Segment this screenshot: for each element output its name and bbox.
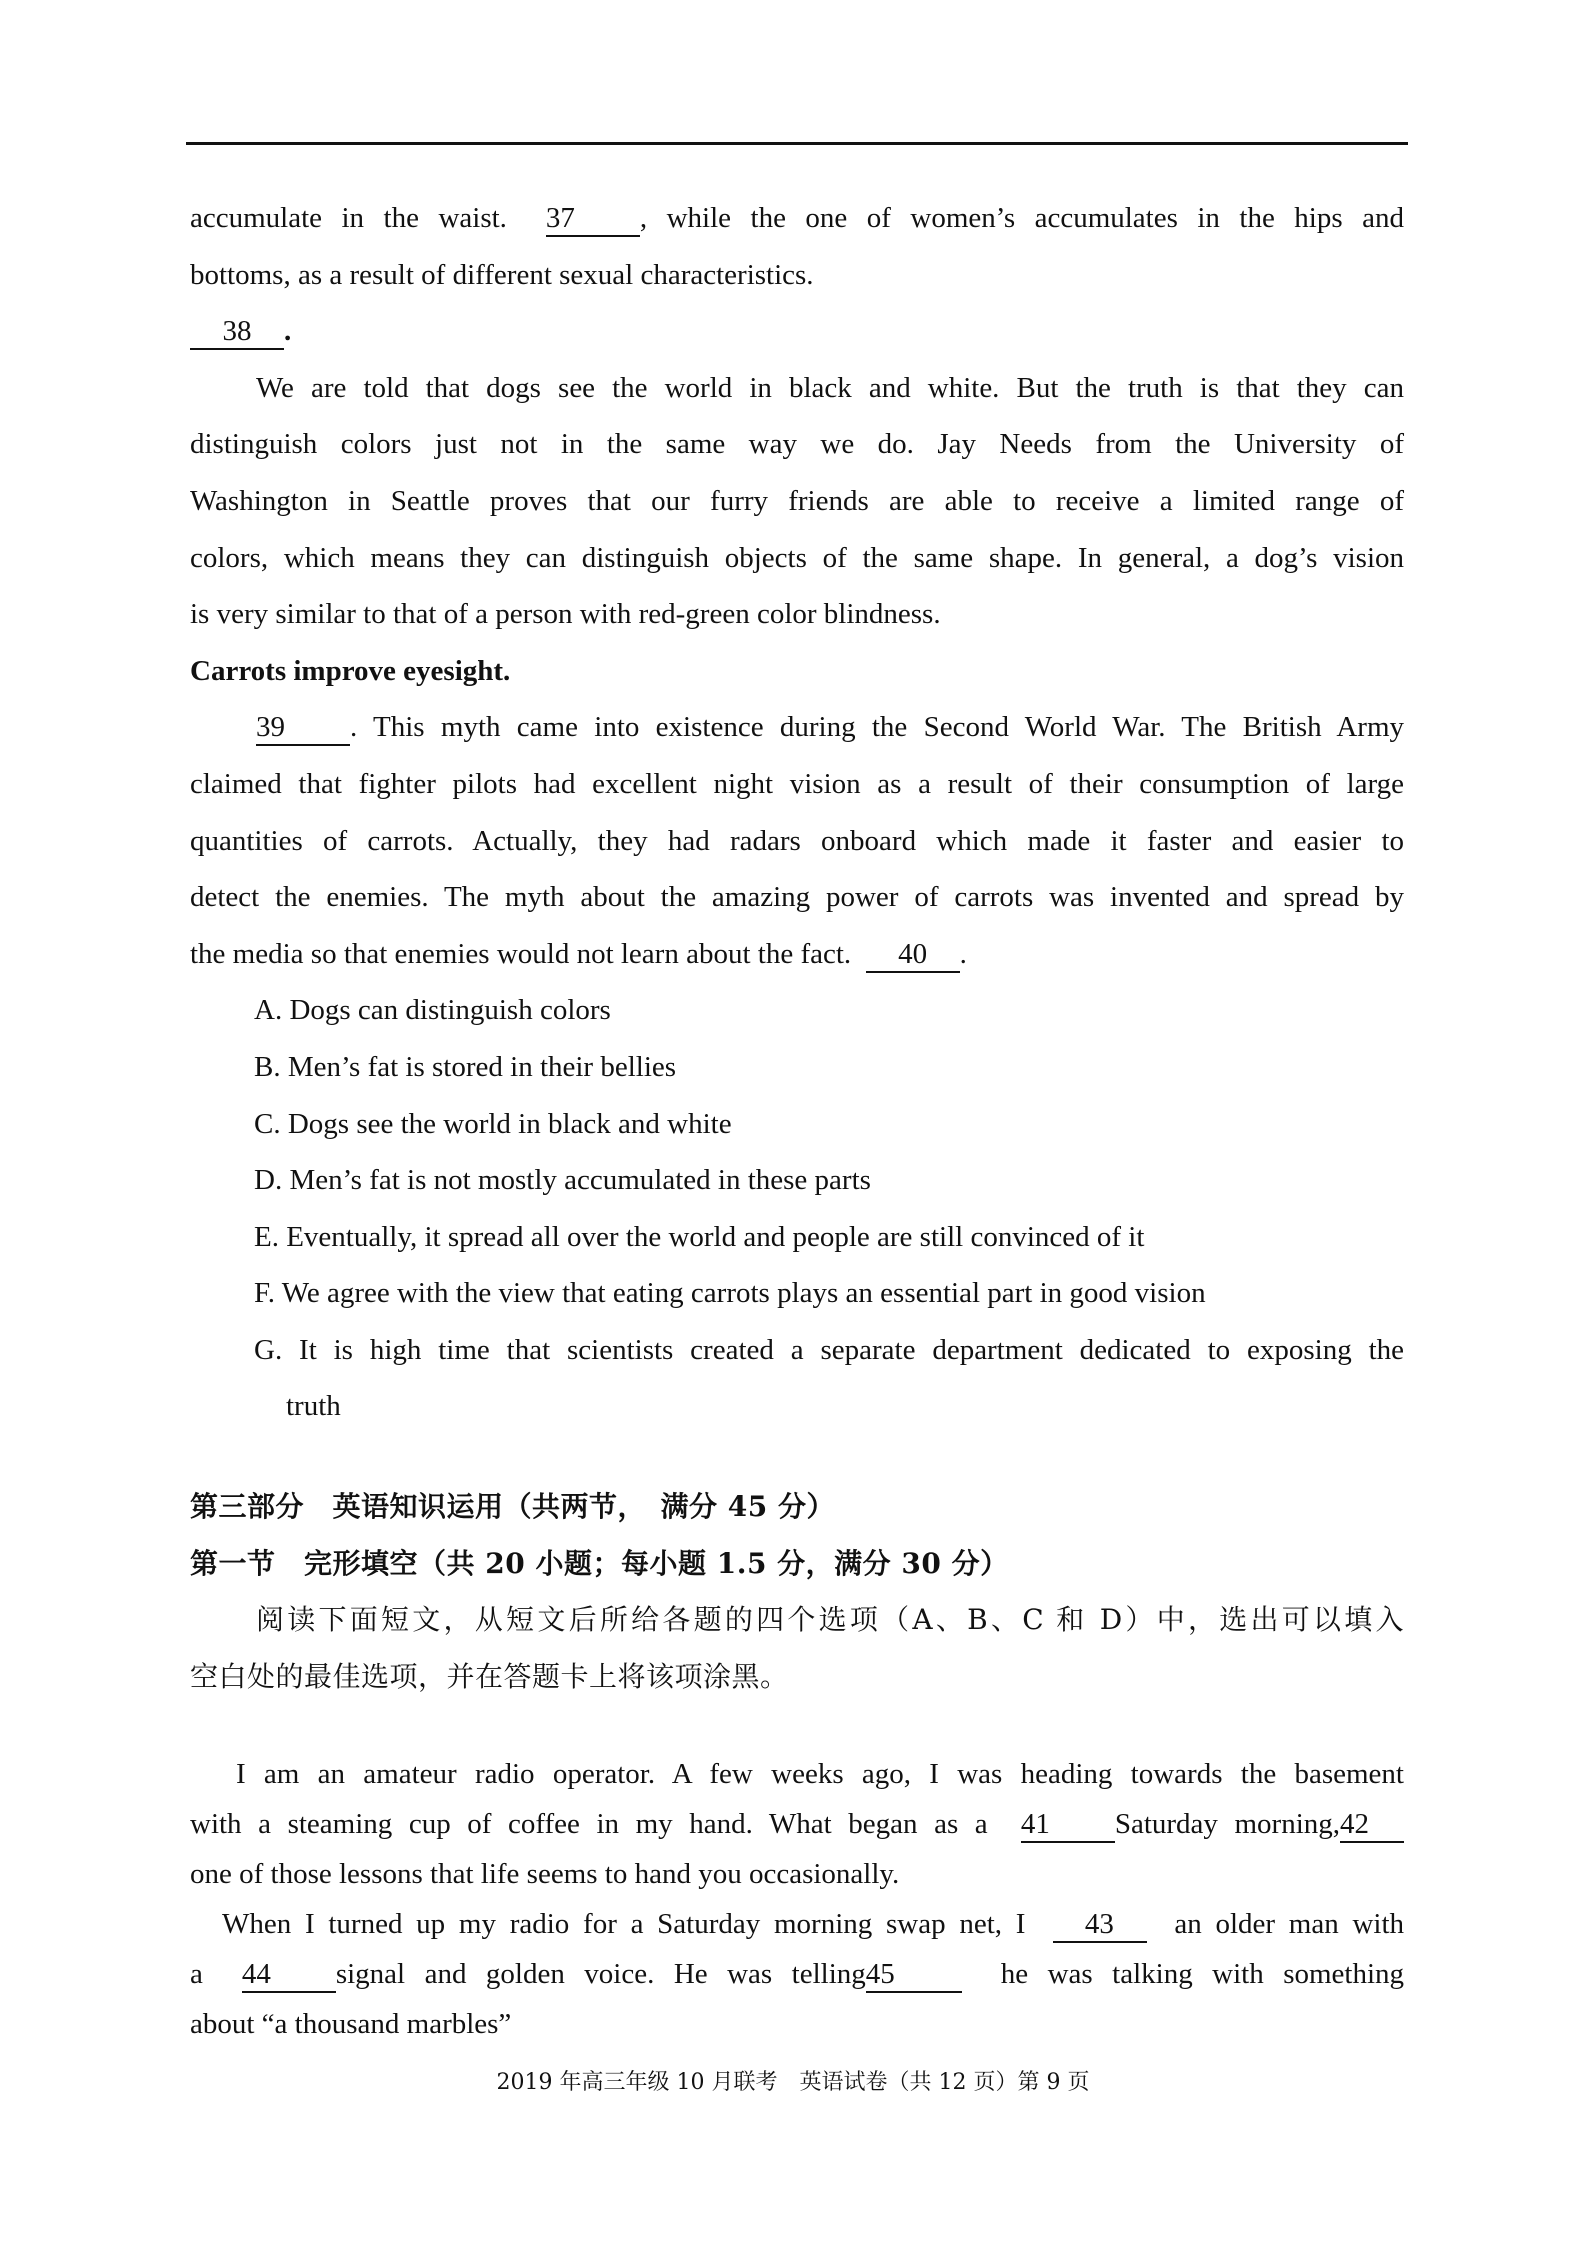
section1-heading: 第一节 完形填空（共 20 小题；每小题 1.5 分，满分 30 分） <box>190 1546 1009 1580</box>
cloze-passage <box>190 1749 1404 2049</box>
blank-37[interactable]: 37 <box>546 203 640 237</box>
text-segment: accumulate in the waist. <box>190 202 507 234</box>
header-rule <box>186 142 1408 145</box>
dogs-paragraph-line-1: We are told that dogs see the world in black and white. But the truth is that they can <box>256 371 1404 404</box>
text-segment: an older man with <box>1174 1908 1405 1941</box>
carrots-paragraph-line-3: quantities of carrots. Actually, they had radars onboard which made it faster and easier to <box>190 824 1404 857</box>
blank-45[interactable]: 45 <box>866 1959 962 1993</box>
instructions-line-2: 空白处的最佳选项，并在答题卡上将该项涂黑。 <box>190 1659 789 1693</box>
page-footer: 2019 年高三年级 10 月联考 英语试卷（共 12 页）第 9 页 <box>496 2070 1090 2095</box>
blank-40-period: . <box>959 937 967 970</box>
text-segment: , while the one of women’s accumulates in the hips and <box>639 202 1405 234</box>
carrots-heading: Carrots improve eyesight. <box>190 654 511 687</box>
spacer <box>190 1705 1404 1749</box>
carrots-paragraph-line-1 <box>190 699 1404 756</box>
option-f[interactable]: F. We agree with the view that eating carrots plays an essential part in good vision <box>254 1277 1206 1310</box>
dogs-paragraph-line-5: is very similar to that of a person with red-green color blindness. <box>190 598 941 631</box>
spacer <box>190 1435 1404 1479</box>
blank-42[interactable]: 42 <box>1340 1809 1404 1843</box>
blank-40[interactable]: 40 <box>866 939 960 973</box>
carrots-paragraph-line-5 <box>190 926 1404 983</box>
blank-38-line <box>190 303 1404 360</box>
dogs-paragraph-line-3: Washington in Seattle proves that our furry friends are able to receive a limited range of <box>190 484 1404 517</box>
page-content <box>190 190 1404 2049</box>
dogs-paragraph-line-4: colors, which means they can distinguish objects of the same shape. In general, a dog’s vision <box>190 541 1404 574</box>
option-d[interactable]: D. Men’s fat is not mostly accumulated in these parts <box>254 1164 871 1197</box>
blank-38-period: . <box>284 315 292 348</box>
cloze-line-6: about “a thousand marbles” <box>190 2008 512 2041</box>
option-e[interactable]: E. Eventually, it spread all over the world and people are still convinced of it <box>254 1220 1145 1253</box>
cloze-line-3: one of those lessons that life seems to hand you occasionally. <box>190 1858 900 1891</box>
option-g[interactable]: G. It is high time that scientists created a separate department dedicated to exposing the <box>254 1333 1404 1366</box>
text-segment: he was talking with something <box>1000 1958 1405 1991</box>
text-segment: Saturday morning, <box>1114 1808 1341 1841</box>
option-c[interactable]: C. Dogs see the world in black and white <box>254 1107 732 1140</box>
text-segment: . This myth came into existence during the Second World War. The British Army <box>350 711 1404 744</box>
option-g-continued: truth <box>286 1390 341 1423</box>
blank-43[interactable]: 43 <box>1053 1909 1147 1943</box>
blank-41[interactable]: 41 <box>1021 1809 1115 1843</box>
cloze-line-2 <box>190 1799 1404 1849</box>
dogs-paragraph-line-2: distinguish colors just not in the same way we do. Jay Needs from the University of <box>190 428 1404 461</box>
cloze-line-4 <box>190 1899 1404 1949</box>
cloze-line-5 <box>190 1949 1404 1999</box>
answer-options <box>254 982 1404 1435</box>
text-segment: the media so that enemies would not learn about the fact. <box>190 937 852 970</box>
fat-paragraph-line-2: bottoms, as a result of different sexual characteristics. <box>190 258 814 291</box>
cloze-line-1: I am an amateur radio operator. A few weeks ago, I was heading towards the basement <box>236 1758 1404 1791</box>
option-a[interactable]: A. Dogs can distinguish colors <box>254 994 611 1027</box>
blank-44[interactable]: 44 <box>242 1959 336 1993</box>
text-segment: a <box>190 1958 203 1991</box>
instructions-line-1: 阅读下面短文，从短文后所给各题的四个选项（A、B、C 和 D）中，选出可以填入 <box>256 1603 1404 1637</box>
blank-39[interactable]: 39 <box>256 712 350 746</box>
part3-heading: 第三部分 英语知识运用（共两节， 满分 45 分） <box>190 1490 835 1524</box>
text-segment: When I turned up my radio for a Saturday morning swap net, I <box>222 1908 1026 1941</box>
fat-paragraph-line-1 <box>190 190 1404 247</box>
carrots-paragraph-line-4: detect the enemies. The myth about the amazing power of carrots was invented and spread by <box>190 881 1404 914</box>
blank-38[interactable]: 38 <box>190 316 284 350</box>
text-segment: with a steaming cup of coffee in my hand. What began as a <box>190 1808 988 1841</box>
carrots-paragraph-line-2: claimed that fighter pilots had excellent night vision as a result of their consumption of large <box>190 767 1404 800</box>
option-b[interactable]: B. Men’s fat is stored in their bellies <box>254 1050 677 1083</box>
text-segment: signal and golden voice. He was telling <box>335 1958 866 1991</box>
